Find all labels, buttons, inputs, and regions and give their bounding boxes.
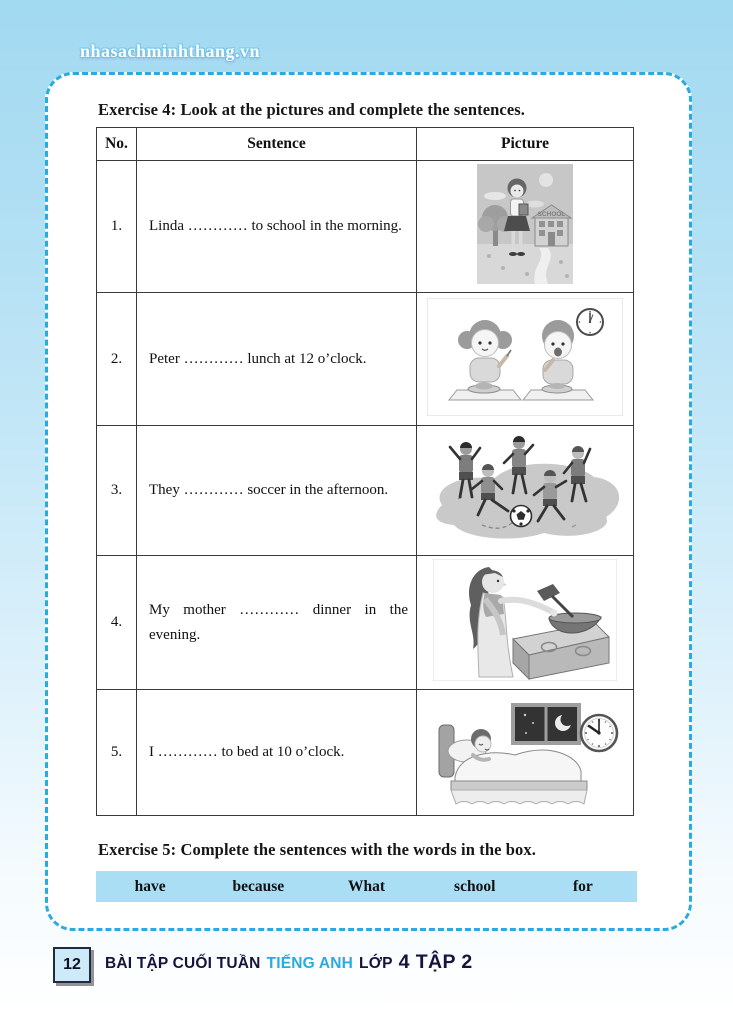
word-box-item: have [134, 877, 166, 895]
word-box-item: school [454, 877, 496, 895]
clock-icon [577, 309, 603, 335]
sentence-text: They ………… soccer in the afternoon. [137, 426, 417, 556]
wall-clock-icon [581, 715, 617, 751]
table-row [97, 690, 634, 816]
table-row [97, 426, 634, 556]
sentence-text: I ………… to bed at 10 o’clock. [137, 690, 417, 816]
exercise4-title: Exercise 4: Look at the pictures and complete the sentences. [98, 100, 525, 119]
header-no: No. [97, 128, 137, 161]
footer-book-title [105, 951, 473, 981]
word-box [96, 871, 637, 902]
picture-children-eating-lunch [417, 293, 634, 426]
row-number: 3. [97, 426, 137, 556]
footer-title-highlight: TIẾNG ANH [266, 955, 354, 972]
books [519, 204, 528, 215]
table-row [97, 161, 634, 293]
footer-title-part2: LỚP [359, 955, 393, 972]
picture-boy-sleeping [417, 690, 634, 816]
children-eating-illustration [427, 298, 623, 416]
night-window [513, 705, 579, 743]
soccer-ball-icon [511, 506, 532, 527]
footer-title-part3: 4 TẬP 2 [398, 951, 473, 973]
row-number: 2. [97, 293, 137, 426]
footer-title-part1: BÀI TẬP CUỐI TUẦN [105, 955, 261, 972]
sun-icon [539, 173, 553, 187]
word-box-item: for [573, 877, 593, 895]
watermark-text: nhasachminhthang.vn [80, 41, 261, 61]
row-number: 1. [97, 161, 137, 293]
table-header-row [97, 128, 634, 161]
table-row [97, 293, 634, 426]
exercise4-table [96, 127, 634, 816]
picture-boys-playing-soccer [417, 426, 634, 556]
mother-cooking-illustration [433, 559, 617, 681]
exercise5-title: Exercise 5: Complete the sentences with the words in the box. [98, 840, 536, 859]
school-sign-text: SCHOOL [537, 211, 566, 218]
header-sentence: Sentence [137, 128, 417, 161]
picture-girl-walking-to-school [417, 161, 634, 293]
sentence-text: Peter ………… lunch at 12 o’clock. [137, 293, 417, 426]
word-box-item: because [232, 877, 285, 895]
word-box-item: What [347, 877, 386, 895]
girl-to-school-illustration [477, 164, 573, 284]
table-row [97, 556, 634, 690]
page-number-badge: 12 [53, 947, 91, 983]
row-number: 4. [97, 556, 137, 690]
picture-mother-cooking [417, 556, 634, 690]
sentence-text: Linda ………… to school in the morning. [137, 161, 417, 293]
soccer-illustration [422, 429, 628, 547]
sentence-text: My mother ………… dinner in the evening. [137, 556, 417, 690]
boy-sleeping-illustration [427, 693, 623, 807]
row-number: 5. [97, 690, 137, 816]
header-picture: Picture [417, 128, 634, 161]
